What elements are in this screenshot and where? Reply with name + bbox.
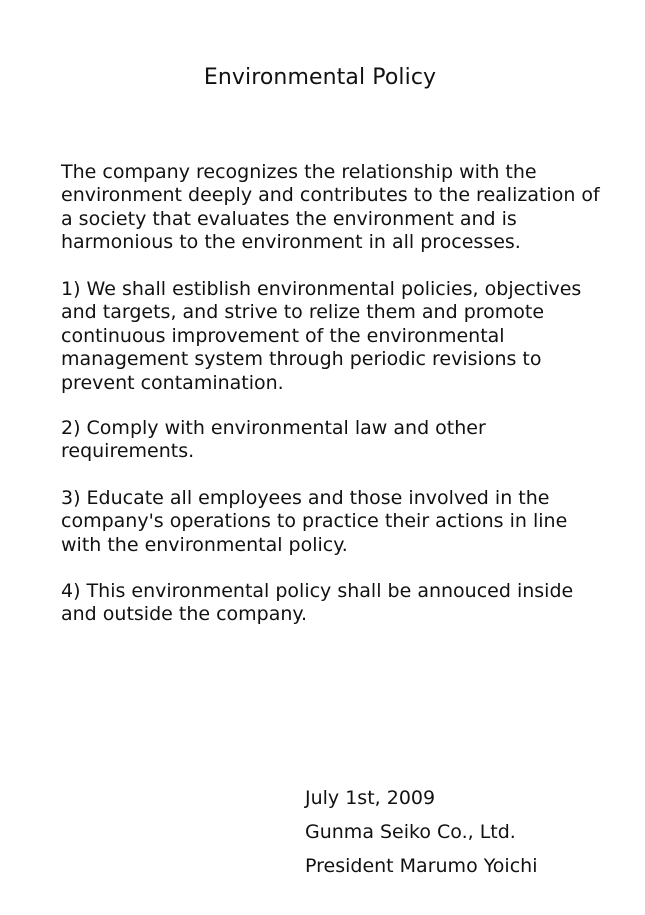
policy-item-2: 2) Comply with environmental law and other requirements. bbox=[61, 417, 486, 463]
signature-company: Gunma Seiko Co., Ltd. bbox=[305, 821, 516, 843]
policy-item-4: 4) This environmental policy shall be annouced inside and outside the company. bbox=[61, 580, 574, 626]
document-title: Environmental Policy bbox=[203, 65, 437, 90]
signature-date: July 1st, 2009 bbox=[305, 787, 436, 809]
signature-president: President Marumo Yoichi bbox=[305, 855, 538, 877]
policy-item-1: 1) We shall estiblish environmental policies, objectives and targets, and strive to relize them and promote continuous improvement of the environmental management system through periodic revisions to prevent contamination. bbox=[61, 278, 582, 394]
intro-paragraph: The company recognizes the relationship with the environment deeply and contributes to the realization of a society that evaluates the environment and is harmonious to the environment in all processes. bbox=[61, 161, 600, 254]
policy-item-3: 3) Educate all employees and those involved in the company's operations to practice their actions in line with the environmental policy. bbox=[61, 487, 568, 556]
